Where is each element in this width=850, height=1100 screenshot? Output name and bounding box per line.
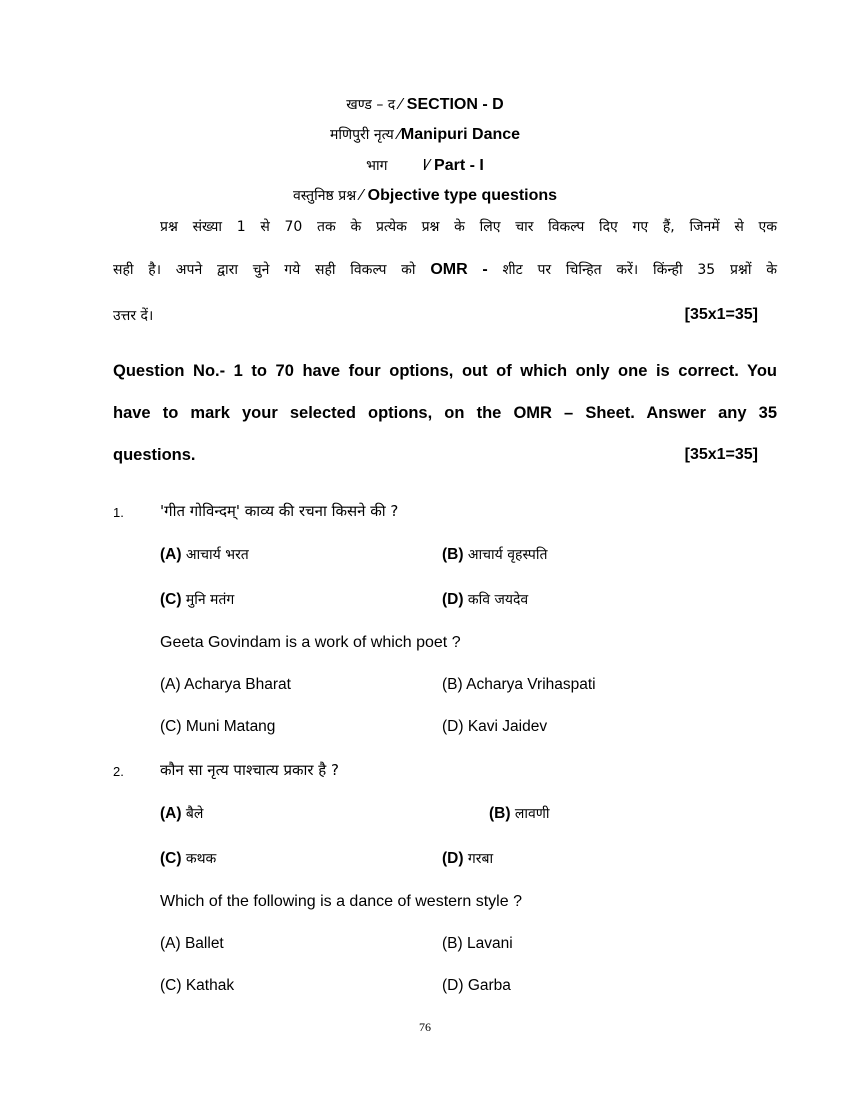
question-2-option-a-en: (A) Ballet: [160, 935, 224, 952]
option-text: बैले: [185, 806, 204, 822]
type-heading-hi: वस्तुनिष्ठ प्रश्न: [292, 188, 357, 204]
instructions-hi-line-3: उत्तर दें।: [113, 308, 154, 324]
instructions-hi-marks: [35x1=35]: [684, 306, 758, 323]
instructions-en-marks: [35x1=35]: [684, 446, 758, 463]
question-1-option-d-en: (D) Kavi Jaidev: [442, 718, 548, 735]
part-number: I: [422, 157, 427, 174]
question-2-number: 2.: [113, 764, 124, 779]
instructions-hi-line-2a: सही है। अपने द्वारा चुने गये सही विकल्प को: [113, 262, 416, 278]
question-1-option-a-en: (A) Acharya Bharat: [160, 676, 291, 693]
option-label: (A): [160, 546, 182, 563]
part-heading: [0, 156, 850, 175]
part-separator: ⁄: [426, 157, 430, 174]
question-1-option-b-en: (B) Acharya Vrihaspati: [442, 676, 596, 693]
instructions-hi-line-2b: शीट पर चिन्हित करें। किंन्ही 35 प्रश्नों के: [502, 262, 777, 278]
question-1-option-c-en: (C) Muni Matang: [160, 718, 276, 735]
instructions-en-line-2: have to mark your selected options, on the OMR – Sheet. Answer any 35: [113, 404, 777, 422]
instructions-en-line-3: questions.: [113, 446, 196, 464]
question-2-option-c-hi: [160, 849, 216, 868]
question-2-option-d-en: (D) Garba: [442, 977, 511, 994]
question-2-option-b-hi: [489, 804, 550, 823]
question-2-option-c-en: (C) Kathak: [160, 977, 235, 994]
question-2-option-b-en: (B) Lavani: [442, 935, 513, 952]
type-heading: [0, 186, 850, 205]
question-1-option-d-hi: [442, 590, 528, 609]
type-heading-en: Objective type questions: [367, 187, 558, 204]
question-1-option-c-hi: [160, 590, 234, 609]
option-text: कवि जयदेव: [467, 592, 529, 608]
option-text: आचार्य भरत: [185, 547, 249, 563]
section-separator: ⁄: [395, 96, 407, 113]
section-heading-en: SECTION - D: [406, 96, 504, 113]
subject-separator: ⁄: [393, 126, 401, 143]
question-1-option-a-hi: [160, 545, 249, 564]
option-label: (B): [442, 546, 464, 563]
question-1-number: 1.: [113, 505, 124, 520]
question-2-text-en: Which of the following is a dance of western style ?: [160, 893, 522, 910]
type-separator: ⁄: [356, 187, 368, 204]
option-label: (C): [160, 591, 182, 608]
option-label: (C): [160, 850, 182, 867]
subject-heading-en: Manipuri Dance: [400, 126, 521, 143]
part-heading-hi: भाग: [366, 158, 388, 174]
option-text: लावणी: [514, 806, 550, 822]
question-2-text-hi: कौन सा नृत्य पाश्चात्य प्रकार है ?: [160, 761, 339, 779]
subject-heading-hi: मणिपुरी नृत्य: [329, 127, 394, 143]
option-text: आचार्य वृहस्पति: [467, 547, 548, 563]
option-label: (D): [442, 850, 464, 867]
option-text: मुनि मतंग: [185, 592, 235, 608]
question-1-text-hi: 'गीत गोविन्दम्' काव्य की रचना किसने की ?: [160, 502, 399, 520]
page-number: 76: [419, 1020, 431, 1034]
instructions-omr: OMR -: [430, 261, 488, 278]
option-text: गरबा: [467, 851, 494, 867]
question-2-option-a-hi: [160, 804, 203, 823]
instructions-hi-line-2: [113, 260, 777, 284]
section-heading: [0, 95, 850, 114]
instructions-en-line-1: Question No.- 1 to 70 have four options, out of which only one is correct. You: [113, 362, 777, 380]
subject-heading: [0, 125, 850, 144]
section-heading-hi: खण्ड – द: [346, 97, 396, 113]
instructions-hi-line-1: प्रश्न संख्या 1 से 70 तक के प्रत्येक प्रश्न के लिए चार विकल्प दिए गए हैं, जिनमें से एक: [160, 219, 777, 235]
option-label: (B): [489, 805, 511, 822]
part-heading-en: Part - I: [434, 157, 484, 174]
question-1-text-en: Geeta Govindam is a work of which poet ?: [160, 634, 461, 651]
question-2-option-d-hi: [442, 849, 493, 868]
option-label: (D): [442, 591, 464, 608]
option-label: (A): [160, 805, 182, 822]
option-text: कथक: [185, 851, 217, 867]
question-1-option-b-hi: [442, 545, 547, 564]
